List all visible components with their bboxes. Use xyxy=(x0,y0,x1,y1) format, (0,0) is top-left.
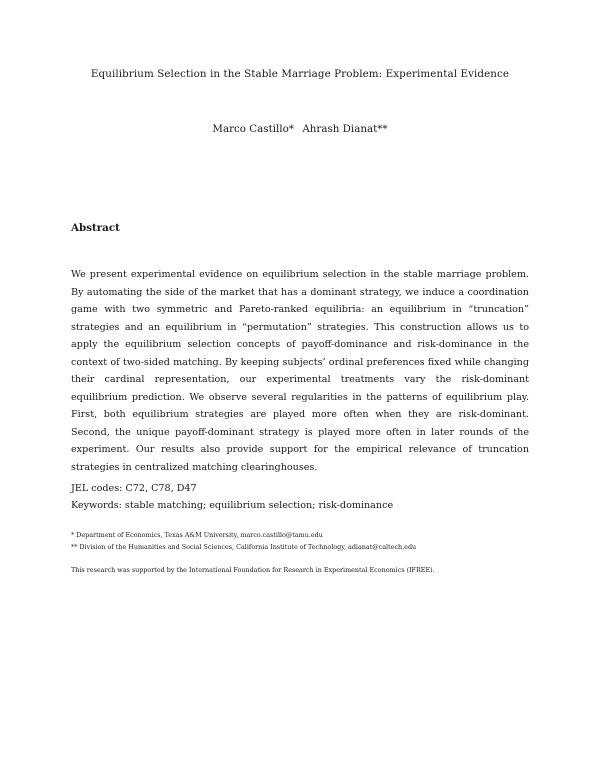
abstract-body: We present experimental evidence on equilibrium selection in the stable marriage problem. By automating the side of the market that has a dominant strategy, we induce a coordination game with two symmetric and Pareto-ranked equilibria: an equilibrium in “truncation” strategies and an equilibrium in “permutation” strategies. This construction allows us to apply the equilibrium selection concepts of payoff-dominance and risk-dominance in the context of two-sided matching. By keeping subjects’ ordinal preferences fixed while changing their cardinal representation, our experimental treatments vary the risk-dominant equilibrium prediction. We observe several regularities in the patterns of equilibrium play. First, both equilibrium strategies are played more often when they are risk-dominant. Second, the unique payoff-dominant strategy is played more often in later rounds of the experiment. Our results also provide support for the empirical relevance of truncation strategies in centralized matching clearinghouses. xyxy=(71,269,529,473)
paper-title: Equilibrium Selection in the Stable Marriage Problem: Experimental Evidence xyxy=(90,68,510,80)
funding-note: This research was supported by the International Foundation for Research in Experimental Economics (IFREE). xyxy=(71,566,435,574)
author-list: Marco Castillo* Ahrash Dianat** xyxy=(212,123,388,135)
jel-codes: JEL codes: C72, C78, D47 xyxy=(71,483,197,494)
keywords: Keywords: stable matching; equilibrium selection; risk-dominance xyxy=(71,500,394,511)
abstract-heading: Abstract xyxy=(71,222,120,234)
footnote-author-2: ** Division of the Humanities and Social Sciences, California Institute of Technology, adianat@caltech.edu xyxy=(71,543,417,551)
footnote-author-1: * Department of Economics, Texas A&M University, marco.castillo@tamu.edu xyxy=(71,531,323,539)
